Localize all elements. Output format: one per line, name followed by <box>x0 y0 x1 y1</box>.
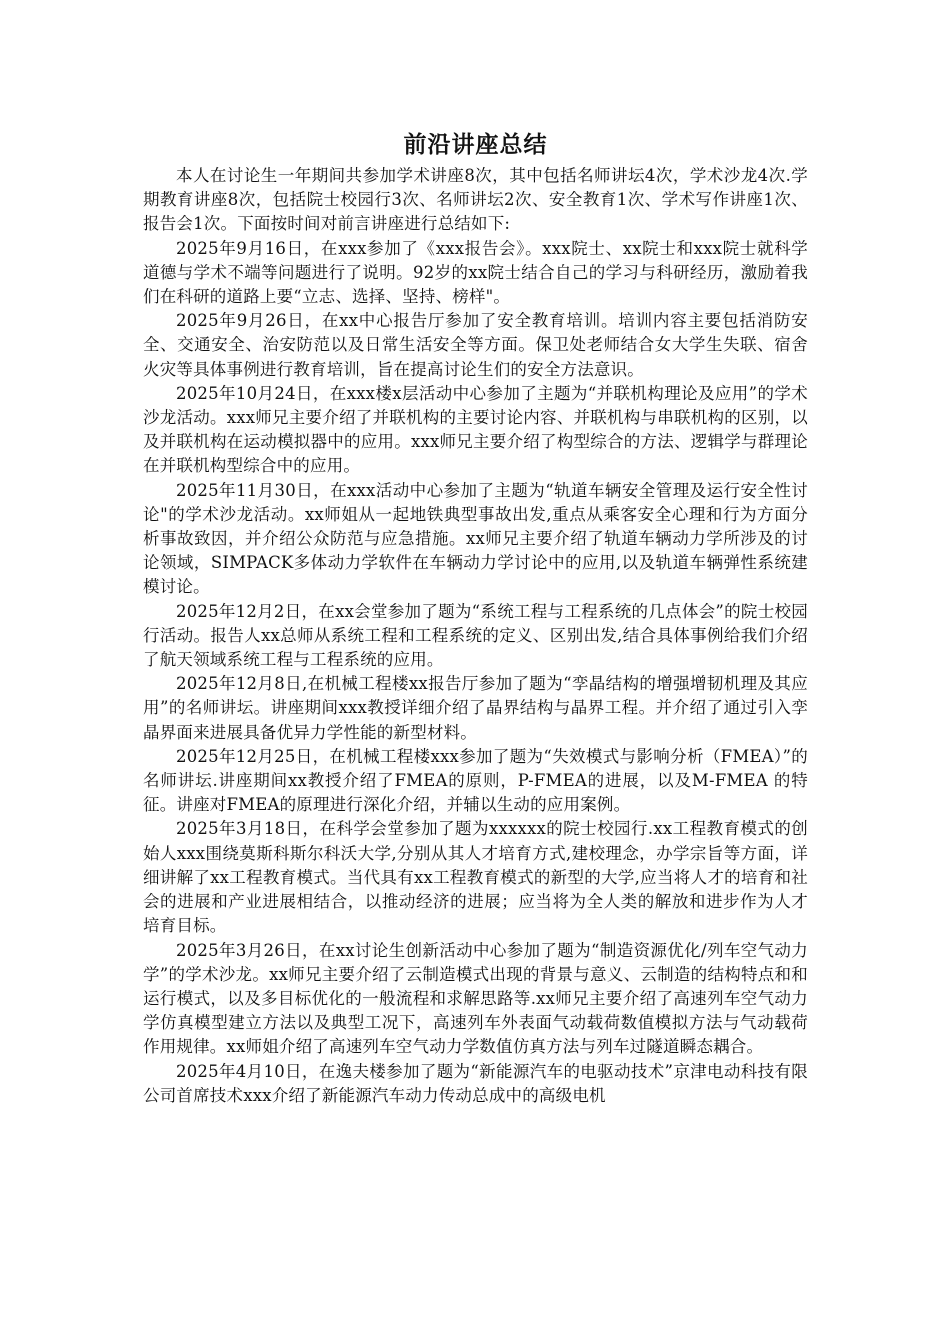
document-page <box>143 128 808 1108</box>
paragraph-2025-12-25: 2025年12月25日，在机械工程楼xxx参加了题为“失效模式与影响分析（FMEA）”的名师讲坛.讲座期间xx教授介绍了FMEA的原则，P-FMEA的进展，以及M-FMEA 的特征。讲座对FMEA的原理进行深化介绍，并辅以生动的应用案例。 <box>143 746 808 815</box>
paragraph-2025-09-16: 2025年9月16日，在xxx参加了《xxx报告会》。xxx院士、xx院士和xxx院士就科学道德与学术不端等问题进行了说明。92岁的xx院士结合自己的学习与科研经历，激励着我们在科研的道路上要“立志、选择、坚持、榜样"。 <box>143 238 808 307</box>
document-title: 前沿讲座总结 <box>403 132 548 158</box>
paragraph-2025-12-08: 2025年12月8日,在机械工程楼xx报告厅参加了题为“孪晶结构的增强增韧机理及其应用”的名师讲坛。讲座期间xxx教授详细介绍了晶界结构与晶界工程。并介绍了通过引入孪晶界面来进展具备优异力学性能的新型材料。 <box>143 674 808 742</box>
paragraph-2025-04-10: 2025年4月10日，在逸夫楼参加了题为“新能源汽车的电驱动技术”京津电动科技有限公司首席技术xxx介绍了新能源汽车动力传动总成中的高级电机 <box>143 1061 808 1105</box>
paragraph-2025-12-02: 2025年12月2日，在xx会堂参加了题为“系统工程与工程系统的几点体会”的院士校园行活动。报告人xx总师从系统工程和工程系统的定义、区别出发,结合具体事例给我们介绍了航天领域系统工程与工程系统的应用。 <box>143 601 808 670</box>
paragraph-2025-09-26: 2025年9月26日，在xx中心报告厅参加了安全教育培训。培训内容主要包括消防安全、交通安全、治安防范以及日常生活安全等方面。保卫处老师结合女大学生失联、宿舍火灾等具体事例进行教育培训，旨在提高讨论生们的安全方法意识。 <box>143 311 808 379</box>
paragraph-2025-03-18: 2025年3月18日，在科学会堂参加了题为xxxxxx的院士校园行.xx工程教育模式的创始人xxx围绕莫斯科斯尔科沃大学,分别从其人才培育方式,建校理念，办学宗旨等方面，详细讲解了xx工程教育模式。当代具有xx工程教育模式的新型的大学,应当将人才的培育和社会的进展和产业进展相结合，以推动经济的进展；应当将为全人类的解放和进步作为人才培育目标。 <box>143 819 808 936</box>
paragraph-2025-03-26: 2025年3月26日，在xx讨论生创新活动中心参加了题为“制造资源优化/列车空气动力学”的学术沙龙。xx师兄主要介绍了云制造模式出现的背景与意义、云制造的结构特点和和运行模式，以及多目标优化的一般流程和求解思路等.xx师兄主要介绍了高速列车空气动力学仿真模型建立方法以及典型工况下，高速列车外表面气动载荷数值模拟方法与气动载荷作用规律。xx师姐介绍了高速列车空气动力学数值仿真方法与列车过隧道瞬态耦合。 <box>143 940 808 1057</box>
paragraph-intro: 本人在讨论生一年期间共参加学术讲座8次，其中包括名师讲坛4次，学术沙龙4次.学期教育讲座8次，包括院士校园行3次、名师讲坛2次、安全教育1次、学术写作讲座1次、报告会1次。下面按时间对前言讲座进行总结如下: <box>143 166 808 234</box>
paragraph-2025-11-30: 2025年11月30日，在xxx活动中心参加了主题为“轨道车辆安全管理及运行安全性讨论"的学术沙龙活动。xx师姐从一起地铁典型事故出发,重点从乘客安全心理和行为方面分析事故致因，并介绍公众防范与应急措施。xx师兄主要介绍了轨道车辆动力学所涉及的讨论领域，SIMPACK多体动力学软件在车辆动力学讨论中的应用,以及轨道车辆弹性系统建模讨论。 <box>143 480 808 597</box>
paragraph-2025-10-24: 2025年10月24日，在xxx楼x层活动中心参加了主题为“并联机构理论及应用”的学术沙龙活动。xxx师兄主要介绍了并联机构的主要讨论内容、并联机构与串联机构的区别，以及并联机构在运动模拟器中的应用。xxx师兄主要介绍了构型综合的方法、逻辑学与群理论在并联机构型综合中的应用。 <box>143 383 808 476</box>
